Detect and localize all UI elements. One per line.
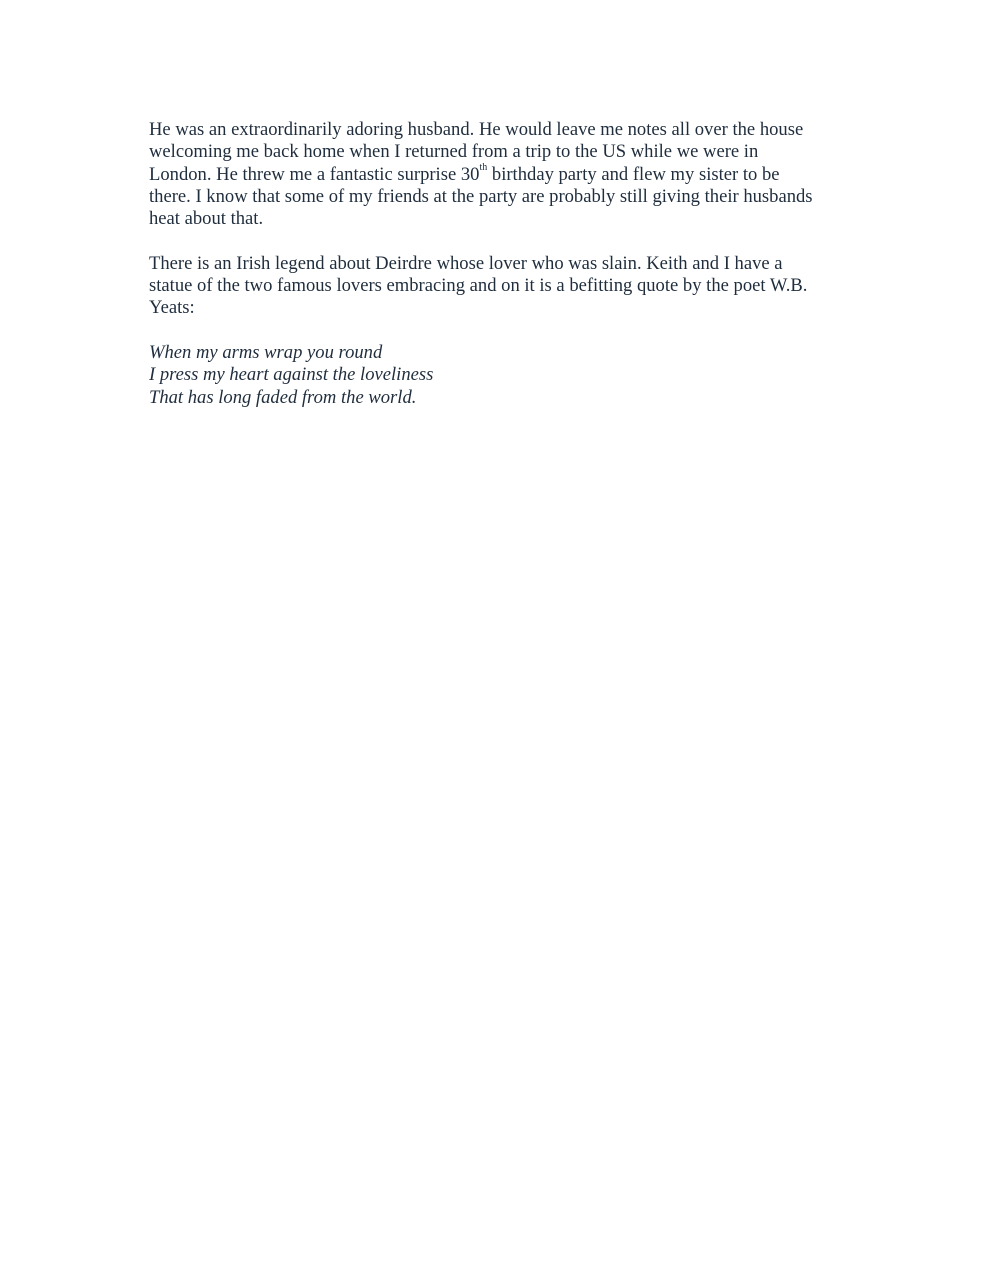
ordinal-superscript: th	[479, 162, 488, 174]
yeats-quote	[149, 342, 869, 409]
poem-line: I press my heart against the loveliness	[149, 364, 434, 386]
paragraph-line: There is an Irish legend about Deirdre whose lover who was slain. Keith and I have a	[149, 252, 783, 274]
paragraph-line: He was an extraordinarily adoring husband. He would leave me notes all over the house	[149, 119, 804, 140]
poem-line: When my arms wrap you round	[149, 341, 383, 363]
paragraph-line	[149, 164, 869, 186]
line-text: birthday party and flew my sister to be	[487, 163, 780, 185]
poem-line: That has long faded from the world.	[149, 386, 417, 408]
paragraph-husband	[149, 119, 869, 230]
paragraph-line: heat about that.	[149, 208, 264, 230]
letter-body	[149, 119, 869, 431]
paragraph-line: welcoming me back home when I returned from a trip to the US while we were in	[149, 141, 759, 163]
paragraph-legend	[149, 253, 869, 320]
paragraph-line: there. I know that some of my friends at the party are probably still giving their husbands	[149, 185, 813, 207]
paragraph-line: Yeats:	[149, 297, 195, 319]
paragraph-line: statue of the two famous lovers embracing and on it is a befitting quote by the poet W.B.	[149, 275, 808, 297]
line-text: London. He threw me a fantastic surprise 30	[149, 163, 480, 185]
